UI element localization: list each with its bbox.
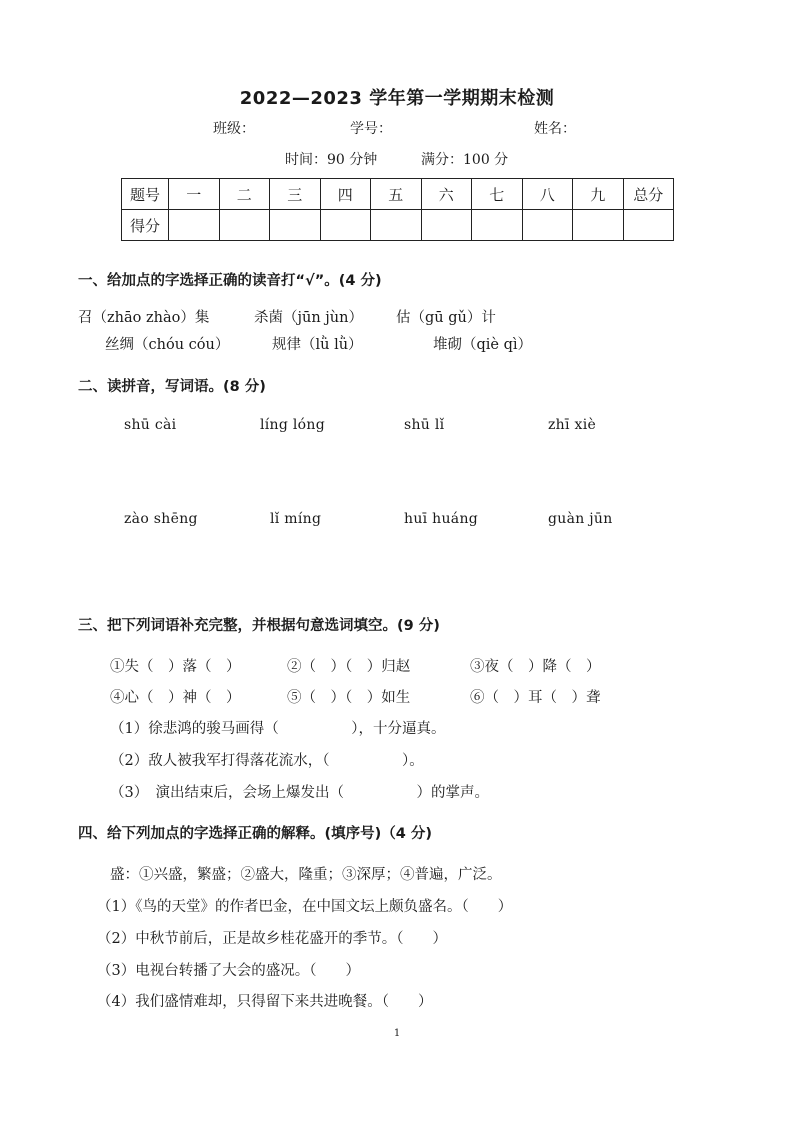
- question-item: ③夜（ ）降（ ）: [470, 659, 601, 675]
- score-cell[interactable]: [573, 210, 624, 241]
- pinyin-item: shū cài: [124, 417, 177, 433]
- question-item: 估（gū gǔ）计: [396, 310, 496, 326]
- table-row: [122, 210, 674, 241]
- question-item: 丝绸（chóu cóu）: [105, 337, 230, 353]
- pinyin-item: líng lóng: [260, 417, 325, 433]
- score-cell[interactable]: [371, 210, 422, 241]
- question-item: （4）我们盛情难却，只得留下来共进晚餐。（ ）: [97, 994, 433, 1010]
- score-cell[interactable]: [270, 210, 321, 241]
- question-item: 召（zhāo zhào）集: [78, 310, 210, 326]
- question-item: ④心（ ）神（ ）: [110, 690, 241, 706]
- section-3-heading: 三、把下列词语补充完整，并根据句意选词填空。(9 分): [78, 618, 440, 634]
- table-cell: 五: [371, 179, 422, 210]
- section-2-heading: 二、读拼音，写词语。(8 分): [78, 379, 266, 395]
- table-cell: 二: [219, 179, 270, 210]
- pinyin-item: shū lǐ: [404, 417, 445, 433]
- pinyin-item: guàn jūn: [548, 511, 613, 527]
- table-cell: 六: [421, 179, 472, 210]
- page-title: 2022—2023 学年第一学期期末检测: [239, 88, 555, 109]
- page-number: 1: [393, 1028, 401, 1039]
- pinyin-item: zào shēng: [124, 511, 198, 527]
- table-cell: 三: [270, 179, 321, 210]
- definition-line: 盛：①兴盛，繁盛；②盛大，隆重；③深厚；④普遍，广泛。: [110, 867, 502, 883]
- question-item: （3） 演出结束后，会场上爆发出（ ）的掌声。: [110, 785, 489, 801]
- score-cell[interactable]: [522, 210, 573, 241]
- table-cell: 题号: [122, 179, 169, 210]
- table-cell: 得分: [122, 210, 169, 241]
- score-table: [121, 178, 674, 241]
- score-cell[interactable]: [421, 210, 472, 241]
- score-cell[interactable]: [219, 210, 270, 241]
- table-cell: 一: [169, 179, 220, 210]
- table-row: [122, 179, 674, 210]
- score-cell[interactable]: [169, 210, 220, 241]
- question-item: （3）电视台转播了大会的盛况。（ ）: [97, 963, 360, 979]
- question-item: ⑤（ ）（ ）如生: [287, 690, 411, 706]
- question-item: ①失（ ）落（ ）: [110, 659, 241, 675]
- table-cell: 八: [522, 179, 573, 210]
- score-cell[interactable]: [472, 210, 523, 241]
- question-item: （1）《鸟的天堂》的作者巴金，在中国文坛上颇负盛名。（ ）: [97, 899, 513, 915]
- table-cell: 总分: [623, 179, 674, 210]
- question-item: ②（ ）（ ）归赵: [287, 659, 411, 675]
- question-item: 规律（lǜ lǜ）: [272, 337, 363, 353]
- question-item: （1）徐悲鸿的骏马画得（ ），十分逼真。: [110, 721, 446, 737]
- section-4-heading: 四、给下列加点的字选择正确的解释。(填序号)（4 分): [78, 826, 433, 842]
- question-item: ⑥（ ）耳（ ）聋: [470, 690, 601, 706]
- pinyin-item: huī huáng: [404, 511, 479, 527]
- question-item: 堆砌（qiè qì）: [433, 337, 533, 353]
- question-item: （2）敌人被我军打得落花流水，（ ）。: [110, 753, 424, 769]
- student-id-label: 学号：: [350, 121, 392, 137]
- table-cell: 四: [320, 179, 371, 210]
- name-label: 姓名：: [534, 121, 576, 137]
- question-item: 杀菌（jūn jùn）: [254, 310, 363, 326]
- table-cell: 九: [573, 179, 624, 210]
- score-cell[interactable]: [623, 210, 674, 241]
- table-cell: 七: [472, 179, 523, 210]
- question-item: （2）中秋节前后，正是故乡桂花盛开的季节。（ ）: [97, 931, 447, 947]
- time-limit: 时间：90 分钟: [285, 152, 378, 168]
- pinyin-item: zhī xiè: [548, 417, 597, 433]
- pinyin-item: lǐ míng: [270, 511, 322, 527]
- section-1-heading: 一、给加点的字选择正确的读音打“√”。(4 分): [78, 273, 382, 289]
- full-score: 满分：100 分: [421, 152, 509, 168]
- score-cell[interactable]: [320, 210, 371, 241]
- class-label: 班级：: [213, 121, 255, 137]
